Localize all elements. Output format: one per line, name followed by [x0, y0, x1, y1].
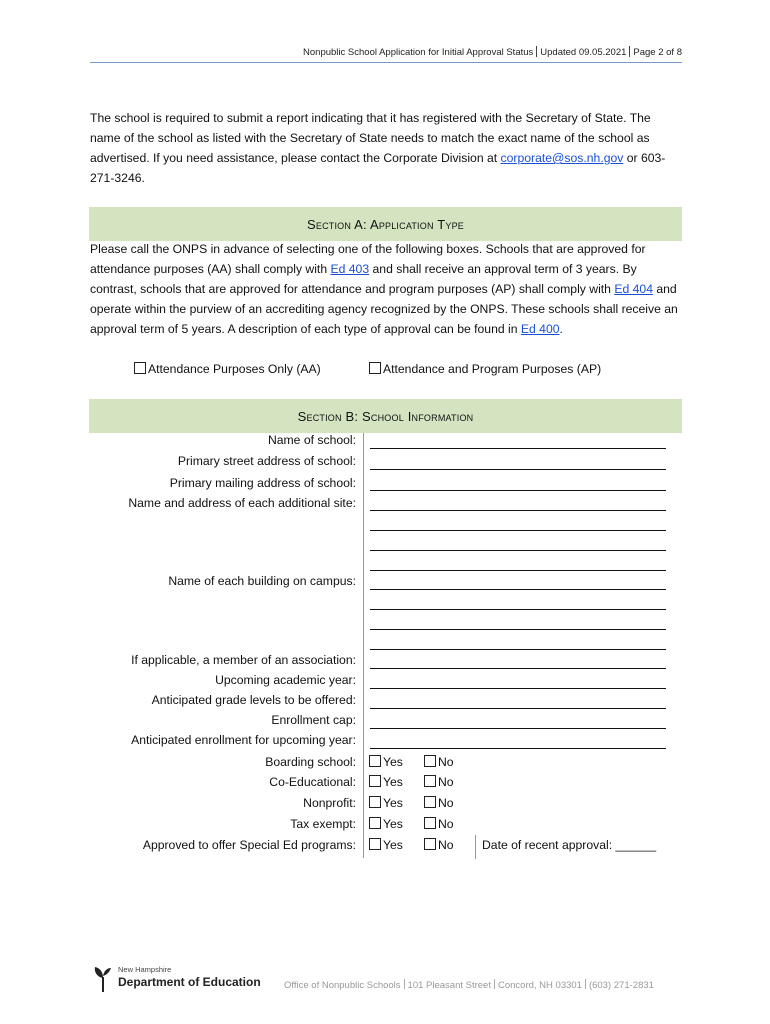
- ed403-link[interactable]: Ed 403: [330, 262, 370, 276]
- label-mailing: Primary mailing address of school:: [169, 476, 356, 490]
- corporate-email-link[interactable]: corporate@sos.nh.gov: [500, 151, 624, 165]
- logo-state-text: New Hampshire: [118, 965, 172, 974]
- section-a-paragraph: Please call the ONPS in advance of selecting one of the following boxes. Schools that are approved for attendance purposes (AA) shall comply with Ed 403 and shall receive an approval term of 3 years. By contrast, schools that are approved for attendance and program purposes (AP) shall comply with Ed 404 and operate within the purview of an accrediting agency recognized by the ONPS. These schools shall receive an approval term of 5 years. A description of each type of approval can be found in Ed 400.: [90, 242, 678, 336]
- intro-paragraph: [90, 108, 682, 188]
- label-enrollment-cap: Enrollment cap:: [271, 713, 356, 727]
- field-additional-site-2[interactable]: [370, 530, 666, 531]
- label-tax-exempt: Tax exempt:: [290, 817, 356, 831]
- coed-no[interactable]: No: [424, 775, 454, 789]
- label-enrollment: Anticipated enrollment for upcoming year:: [131, 733, 356, 747]
- special-ed-no[interactable]: No: [424, 838, 454, 852]
- boarding-no[interactable]: No: [424, 755, 454, 769]
- boarding-yes[interactable]: Yes: [369, 755, 403, 769]
- field-building-1[interactable]: [370, 589, 666, 590]
- sprout-logo-icon: [93, 965, 113, 993]
- checkbox[interactable]: [424, 755, 436, 767]
- footer-contact: Office of Nonpublic Schools 101 Pleasant Street Concord, NH 03301 (603) 271-2831: [284, 980, 654, 991]
- checkbox[interactable]: [369, 796, 381, 808]
- label-buildings: Name of each building on campus:: [168, 574, 356, 588]
- field-anticipated-enrollment[interactable]: [370, 748, 666, 749]
- tax-exempt-yes[interactable]: Yes: [369, 817, 403, 831]
- label-special-ed: Approved to offer Special Ed programs:: [142, 838, 356, 852]
- ed404-link[interactable]: Ed 404: [614, 282, 653, 296]
- section-b-heading: Section B: School Information: [89, 399, 682, 433]
- field-additional-site-3[interactable]: [370, 550, 666, 551]
- intro-text-end: or 603-271-3246.: [90, 151, 666, 185]
- column-divider: [363, 433, 364, 858]
- field-enrollment-cap[interactable]: [370, 728, 666, 729]
- field-additional-site-1[interactable]: [370, 510, 666, 511]
- approval-divider: [475, 835, 476, 859]
- tax-exempt-no[interactable]: No: [424, 817, 454, 831]
- option-aa[interactable]: [134, 362, 321, 376]
- page-footer: [90, 962, 690, 998]
- field-mailing-address[interactable]: [370, 490, 666, 491]
- option-aa-label: Attendance Purposes Only (AA): [148, 362, 321, 376]
- special-ed-yes[interactable]: Yes: [369, 838, 403, 852]
- field-additional-site-4[interactable]: [370, 570, 666, 571]
- option-ap[interactable]: [369, 362, 601, 376]
- field-grade-levels[interactable]: [370, 708, 666, 709]
- field-association[interactable]: [370, 668, 666, 669]
- checkbox[interactable]: [424, 838, 436, 850]
- field-street-address[interactable]: [370, 469, 666, 470]
- label-coed: Co-Educational:: [269, 775, 356, 789]
- header-title: Nonpublic School Application for Initial Approval Status: [303, 47, 534, 58]
- label-street: Primary street address of school:: [177, 454, 356, 468]
- checkbox-ap[interactable]: [369, 362, 381, 374]
- label-nonprofit: Nonprofit:: [303, 796, 356, 810]
- label-boarding: Boarding school:: [265, 755, 356, 769]
- label-academic-year: Upcoming academic year:: [215, 673, 356, 687]
- date-recent-approval[interactable]: Date of recent approval: ______: [482, 838, 657, 852]
- checkbox[interactable]: [369, 817, 381, 829]
- field-building-4[interactable]: [370, 649, 666, 650]
- field-school-name[interactable]: [370, 448, 666, 449]
- section-a-heading: Section A: Application Type: [89, 207, 682, 241]
- ed400-link[interactable]: Ed 400: [520, 322, 560, 336]
- page-header: [90, 46, 682, 58]
- label-association: If applicable, a member of an association:: [131, 653, 356, 667]
- checkbox[interactable]: [369, 755, 381, 767]
- checkbox[interactable]: [424, 796, 436, 808]
- checkbox-aa[interactable]: [134, 362, 146, 374]
- checkbox[interactable]: [369, 838, 381, 850]
- label-name: Name of school:: [267, 433, 356, 447]
- label-additional-sites: Name and address of each additional site:: [128, 496, 356, 510]
- label-grades: Anticipated grade levels to be offered:: [151, 693, 356, 707]
- field-building-2[interactable]: [370, 609, 666, 610]
- option-ap-label: Attendance and Program Purposes (AP): [383, 362, 602, 376]
- field-academic-year[interactable]: [370, 688, 666, 689]
- header-updated: Updated 09.05.2021: [540, 47, 627, 58]
- header-page: Page 2 of 8: [633, 47, 682, 58]
- checkbox[interactable]: [424, 775, 436, 787]
- logo-department-text: Department of Education: [118, 975, 261, 989]
- nonprofit-no[interactable]: No: [424, 796, 454, 810]
- intro-text: The school is required to submit a report indicating that it has registered with the Secretary of State. The name of the school as listed with the Secretary of State needs to match the exact name of the school as advertised. If you need assistance, please contact the Corporate Division at: [90, 111, 651, 165]
- nonprofit-yes[interactable]: Yes: [369, 796, 403, 810]
- checkbox[interactable]: [424, 817, 436, 829]
- checkbox[interactable]: [369, 775, 381, 787]
- field-building-3[interactable]: [370, 629, 666, 630]
- coed-yes[interactable]: Yes: [369, 775, 403, 789]
- header-rule: [90, 62, 682, 63]
